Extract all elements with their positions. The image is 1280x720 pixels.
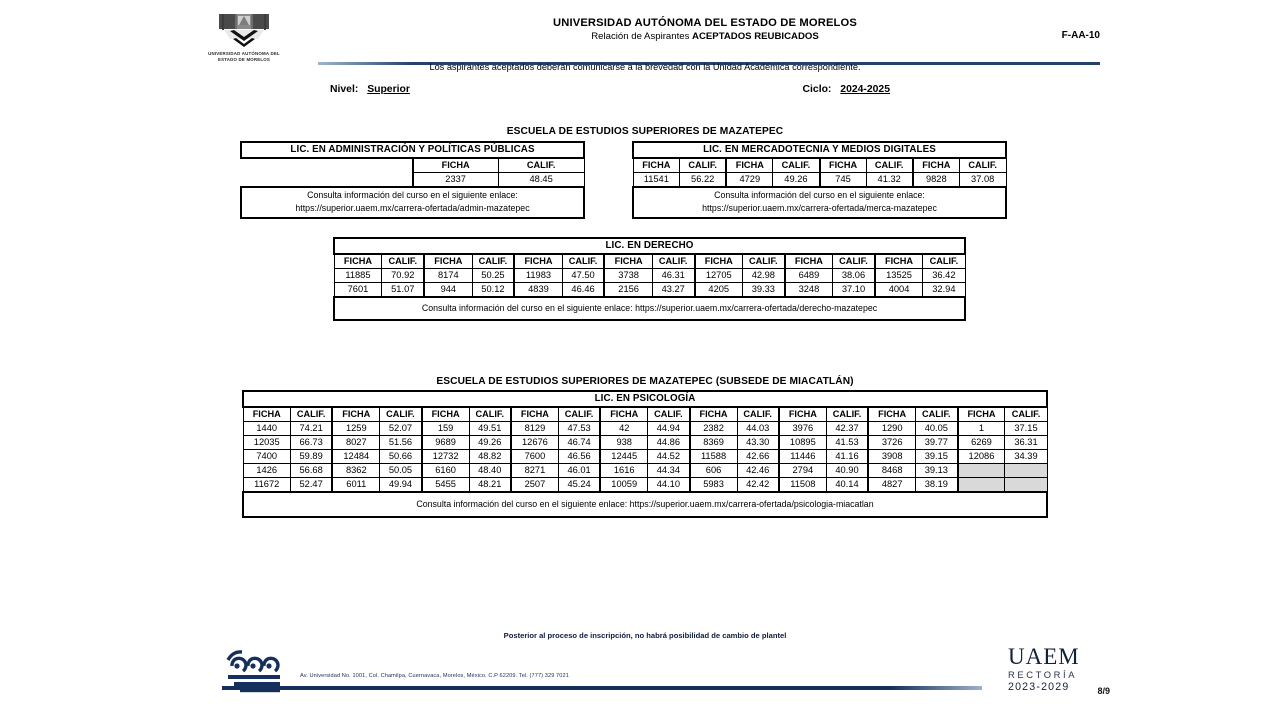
school-heading-mazatepec: ESCUELA DE ESTUDIOS SUPERIORES DE MAZATEPEC: [506, 126, 784, 137]
col-header-ficha: FICHA: [779, 407, 826, 422]
col-header-calif: CALIF.: [923, 254, 965, 269]
cell-calif: 50.05: [380, 464, 422, 478]
table-row: [243, 436, 1047, 450]
cell-ficha: 4827: [868, 478, 915, 493]
cell-calif: 42.37: [826, 422, 868, 436]
cell-calif: 44.34: [648, 464, 690, 478]
col-header-ficha: FICHA: [875, 254, 923, 269]
cell-calif: 66.73: [290, 436, 332, 450]
cell-ficha: 3976: [779, 422, 826, 436]
cell-calif: 46.46: [562, 283, 604, 298]
uaem-rectoria-mark: [1008, 645, 1098, 694]
cell-calif: 70.92: [382, 269, 424, 283]
cell-ficha: 944: [424, 283, 472, 298]
cell-calif: 45.24: [558, 478, 600, 493]
cell-ficha: 8129: [511, 422, 558, 436]
course-link[interactable]: [334, 297, 965, 320]
course-link-intro: Consulta información del curso en el siguiente enlace:: [421, 303, 636, 313]
col-header-calif: CALIF.: [382, 254, 424, 269]
course-link-url: https://superior.uaem.mx/carrera-ofertada/admin-mazatepec: [295, 203, 530, 213]
cell-calif: 46.31: [652, 269, 694, 283]
cell-calif: 42.46: [737, 464, 779, 478]
cell-calif: 42.98: [742, 269, 784, 283]
cell-calif: 41.16: [826, 450, 868, 464]
cell-ficha: 12086: [958, 450, 1005, 464]
cell-ficha: 1440: [243, 422, 290, 436]
header-titles: [310, 16, 1100, 44]
cell-ficha: 10059: [600, 478, 647, 493]
cell-calif: 36.31: [1005, 436, 1047, 450]
table-row: [243, 464, 1047, 478]
table-header-row: [241, 158, 584, 173]
program-name: LIC. EN ADMINISTRACIÓN Y POLÍTICAS PÚBLICAS: [241, 142, 584, 158]
cell-ficha: 2794: [779, 464, 826, 478]
nivel-value: Superior: [367, 84, 410, 95]
col-header-calif: CALIF.: [826, 407, 868, 422]
col-header-ficha: FICHA: [695, 254, 743, 269]
cell-calif: 51.07: [382, 283, 424, 298]
program-title-row: [243, 391, 1047, 407]
cell-ficha: 12484: [332, 450, 379, 464]
cell-ficha: 6269: [958, 436, 1005, 450]
cell-calif: 48.21: [469, 478, 511, 493]
cell-ficha: 3908: [868, 450, 915, 464]
course-link[interactable]: [243, 492, 1047, 517]
cell-calif: 48.45: [498, 173, 584, 188]
cell-ficha: 5455: [422, 478, 469, 493]
col-header-ficha: FICHA: [604, 254, 652, 269]
table-row: [243, 450, 1047, 464]
cell-calif: 51.56: [380, 436, 422, 450]
cell-ficha: 12445: [600, 450, 647, 464]
cell-calif: 43.30: [737, 436, 779, 450]
school-heading-miacatlan: ESCUELA DE ESTUDIOS SUPERIORES DE MAZATEPEC (SUBSEDE DE MIACATLÁN): [436, 376, 854, 387]
program-name: LIC. EN DERECHO: [334, 238, 965, 254]
cell-ficha: 1290: [868, 422, 915, 436]
table-row: [334, 283, 965, 298]
course-link-intro: Consulta información del curso en el siguiente enlace:: [307, 190, 518, 200]
col-header-ficha: FICHA: [424, 254, 472, 269]
footer-note: Posterior al proceso de inscripción, no habrá posibilidad de cambio de plantel: [503, 631, 787, 640]
cell-ficha: 6160: [422, 464, 469, 478]
cell-calif: 37.10: [833, 283, 875, 298]
col-header-ficha: FICHA: [334, 254, 382, 269]
page-number: 8/9: [1097, 686, 1110, 696]
col-header-calif: CALIF.: [680, 158, 727, 173]
document-header: [190, 12, 1100, 64]
table-row: [243, 422, 1047, 436]
cell-calif: 39.33: [742, 283, 784, 298]
col-header-ficha: FICHA: [726, 158, 773, 173]
col-header-ficha: FICHA: [868, 407, 915, 422]
nivel-label: Nivel:: [330, 84, 359, 95]
spacer-cell: [241, 158, 413, 173]
col-header-calif: CALIF.: [562, 254, 604, 269]
col-header-calif: CALIF.: [290, 407, 332, 422]
cell-ficha: 4729: [726, 173, 773, 188]
cell-ficha: 8027: [332, 436, 379, 450]
cell-calif: 50.12: [472, 283, 514, 298]
cell-ficha: 6489: [785, 269, 833, 283]
col-header-ficha: FICHA: [600, 407, 647, 422]
table-header-row: [633, 158, 1006, 173]
col-header-calif: CALIF.: [652, 254, 694, 269]
col-header-ficha: FICHA: [422, 407, 469, 422]
cell-ficha: 3726: [868, 436, 915, 450]
program-title-row: [241, 142, 584, 158]
cell-ficha: 8271: [511, 464, 558, 478]
table-row: [241, 173, 584, 188]
document-subtitle: [310, 31, 1100, 44]
course-link-row: [334, 297, 965, 320]
col-header-calif: CALIF.: [472, 254, 514, 269]
cell-ficha: 159: [422, 422, 469, 436]
cell-calif: 40.05: [916, 422, 958, 436]
course-link-row: [633, 187, 1006, 218]
university-name: UNIVERSIDAD AUTÓNOMA DEL ESTADO DE MORELOS: [552, 17, 858, 29]
program-table-derecho: [333, 237, 966, 321]
col-header-ficha: FICHA: [243, 407, 290, 422]
cell-ficha: 745: [820, 173, 867, 188]
cell-ficha: 2382: [690, 422, 737, 436]
course-link[interactable]: [633, 187, 1006, 218]
cell-ficha: 3738: [604, 269, 652, 283]
cell-calif: 50.66: [380, 450, 422, 464]
cell-calif: 44.94: [648, 422, 690, 436]
subtitle-prefix: Relación de Aspirantes: [591, 31, 693, 42]
table-row: [334, 269, 965, 283]
uaem-rectoria-label: RECTORÍA: [1008, 669, 1078, 680]
col-header-calif: CALIF.: [498, 158, 584, 173]
cell-calif: 40.90: [826, 464, 868, 478]
cell-empty: [958, 464, 1005, 478]
ciclo-field: [803, 84, 890, 95]
cell-ficha: 9689: [422, 436, 469, 450]
header-notice: Los aspirantes aceptados deberán comunicarse a la brevedad con la Unidad Académica correspondiente.: [429, 62, 861, 72]
col-header-calif: CALIF.: [742, 254, 784, 269]
col-header-calif: CALIF.: [469, 407, 511, 422]
cell-calif: 40.14: [826, 478, 868, 493]
col-header-ficha: FICHA: [690, 407, 737, 422]
cell-calif: 46.56: [558, 450, 600, 464]
program-title-row: [334, 238, 965, 254]
uaem-years: 2023-2029: [1008, 681, 1070, 693]
cell-ficha: 12705: [695, 269, 743, 283]
cell-ficha: 4205: [695, 283, 743, 298]
cell-ficha: 2337: [413, 173, 499, 188]
course-link-row: [243, 492, 1047, 517]
cell-ficha: 4839: [514, 283, 562, 298]
footer-address: Av. Universidad No. 1001, Col. Chamilpa, Cuernavaca, Morelos, México. C.P 62209. Tel. (777) 329 7021: [300, 673, 569, 679]
cell-ficha: 11541: [633, 173, 680, 188]
cell-ficha: 12035: [243, 436, 290, 450]
cell-calif: 47.53: [558, 422, 600, 436]
course-link-url: https://superior.uaem.mx/carrera-ofertada/psicologia-miacatlan: [629, 499, 874, 509]
course-link-intro: Consulta información del curso en el siguiente enlace:: [714, 190, 925, 200]
col-header-calif: CALIF.: [833, 254, 875, 269]
program-name: LIC. EN PSICOLOGÍA: [243, 391, 1047, 407]
cell-calif: 46.74: [558, 436, 600, 450]
nivel-field: [330, 84, 410, 95]
cell-calif: 49.26: [773, 173, 820, 188]
col-header-ficha: FICHA: [913, 158, 960, 173]
cell-calif: 41.32: [866, 173, 913, 188]
cell-ficha: 13525: [875, 269, 923, 283]
cell-ficha: 11672: [243, 478, 290, 493]
cell-calif: 39.15: [916, 450, 958, 464]
cell-ficha: 12676: [511, 436, 558, 450]
cell-ficha: 2507: [511, 478, 558, 493]
cell-calif: 32.94: [923, 283, 965, 298]
cell-ficha: 7601: [334, 283, 382, 298]
col-header-calif: CALIF.: [916, 407, 958, 422]
cell-calif: 42.66: [737, 450, 779, 464]
cell-calif: 38.19: [916, 478, 958, 493]
cell-calif: 56.68: [290, 464, 332, 478]
course-link-row: [241, 187, 584, 218]
cell-calif: 37.15: [1005, 422, 1047, 436]
col-header-ficha: FICHA: [820, 158, 867, 173]
cell-ficha: 7400: [243, 450, 290, 464]
footer-divider: [222, 686, 982, 690]
uaem-shield-logo: [190, 12, 298, 63]
cell-calif: 37.08: [959, 173, 1006, 188]
col-header-calif: CALIF.: [648, 407, 690, 422]
col-header-ficha: FICHA: [413, 158, 499, 173]
cell-ficha: 5983: [690, 478, 737, 493]
col-header-calif: CALIF.: [737, 407, 779, 422]
cell-ficha: 11446: [779, 450, 826, 464]
cell-calif: 47.50: [562, 269, 604, 283]
cell-calif: 44.52: [648, 450, 690, 464]
table-header-row: [243, 407, 1047, 422]
cell-calif: 48.82: [469, 450, 511, 464]
cell-calif: 52.47: [290, 478, 332, 493]
cell-calif: 49.94: [380, 478, 422, 493]
col-header-ficha: FICHA: [511, 407, 558, 422]
program-table-administracion: [240, 141, 585, 219]
cell-calif: 48.40: [469, 464, 511, 478]
form-code: F-AA-10: [1061, 30, 1100, 41]
course-link-intro: Consulta información del curso en el siguiente enlace:: [416, 499, 630, 509]
cell-ficha: 8468: [868, 464, 915, 478]
table-row: [633, 173, 1006, 188]
cell-ficha: 11508: [779, 478, 826, 493]
cell-calif: 36.42: [923, 269, 965, 283]
cell-ficha: 11983: [514, 269, 562, 283]
col-header-calif: CALIF.: [1005, 407, 1047, 422]
course-link-url: https://superior.uaem.mx/carrera-ofertada/derecho-mazatepec: [635, 303, 878, 313]
program-table-psicologia: [242, 390, 1048, 518]
cell-calif: 42.42: [737, 478, 779, 493]
col-header-calif: CALIF.: [773, 158, 820, 173]
cell-calif: 46.01: [558, 464, 600, 478]
cell-ficha: 3248: [785, 283, 833, 298]
cell-calif: 39.13: [916, 464, 958, 478]
col-header-calif: CALIF.: [380, 407, 422, 422]
shield-caption-line1: UNIVERSIDAD AUTÓNOMA DEL: [208, 51, 280, 56]
col-header-calif: CALIF.: [959, 158, 1006, 173]
cell-ficha: 1616: [600, 464, 647, 478]
cell-calif: 39.77: [916, 436, 958, 450]
cell-ficha: 938: [600, 436, 647, 450]
cell-calif: 44.10: [648, 478, 690, 493]
spacer-cell: [241, 173, 413, 188]
cell-calif: 43.27: [652, 283, 694, 298]
course-link[interactable]: [241, 187, 584, 218]
ciclo-label: Ciclo:: [802, 84, 832, 95]
col-header-ficha: FICHA: [633, 158, 680, 173]
cell-ficha: 606: [690, 464, 737, 478]
cell-empty: [958, 478, 1005, 493]
cell-calif: 49.26: [469, 436, 511, 450]
col-header-calif: CALIF.: [866, 158, 913, 173]
cell-ficha: 9828: [913, 173, 960, 188]
cell-calif: 59.89: [290, 450, 332, 464]
cell-ficha: 8362: [332, 464, 379, 478]
cell-ficha: 1426: [243, 464, 290, 478]
cell-calif: 44.86: [648, 436, 690, 450]
cell-calif: 41.53: [826, 436, 868, 450]
cell-ficha: 11885: [334, 269, 382, 283]
program-name: LIC. EN MERCADOTECNIA Y MEDIOS DIGITALES: [633, 142, 1006, 158]
cell-calif: 38.06: [833, 269, 875, 283]
shield-icon: [216, 12, 272, 50]
subtitle-strong: ACEPTADOS REUBICADOS: [692, 31, 819, 42]
cell-ficha: 12732: [422, 450, 469, 464]
cell-calif: 34.39: [1005, 450, 1047, 464]
cell-calif: 56.22: [680, 173, 727, 188]
table-header-row: [334, 254, 965, 269]
cell-ficha: 11588: [690, 450, 737, 464]
course-link-url: https://superior.uaem.mx/carrera-ofertada/merca-mazatepec: [702, 203, 937, 213]
cell-ficha: 8174: [424, 269, 472, 283]
cell-ficha: 1: [958, 422, 1005, 436]
shield-caption-line2: ESTADO DE MORELOS: [217, 56, 271, 62]
cell-empty: [1005, 464, 1047, 478]
cell-calif: 74.21: [290, 422, 332, 436]
cell-calif: 52.07: [380, 422, 422, 436]
ciclo-value: 2024-2025: [840, 84, 890, 95]
col-header-ficha: FICHA: [785, 254, 833, 269]
cell-ficha: 10895: [779, 436, 826, 450]
col-header-calif: CALIF.: [558, 407, 600, 422]
cell-calif: 50.25: [472, 269, 514, 283]
cell-ficha: 42: [600, 422, 647, 436]
table-row: [243, 478, 1047, 493]
cell-ficha: 1259: [332, 422, 379, 436]
cell-ficha: 8369: [690, 436, 737, 450]
col-header-ficha: FICHA: [332, 407, 379, 422]
program-table-mercadotecnia: [632, 141, 1007, 219]
program-title-row: [633, 142, 1006, 158]
cell-calif: 44.03: [737, 422, 779, 436]
col-header-ficha: FICHA: [958, 407, 1005, 422]
cell-ficha: 6011: [332, 478, 379, 493]
cell-ficha: 4004: [875, 283, 923, 298]
cell-ficha: 7600: [511, 450, 558, 464]
cell-ficha: 2156: [604, 283, 652, 298]
cell-empty: [1005, 478, 1047, 493]
uaem-wordmark: UAEM: [1008, 644, 1080, 669]
cell-calif: 49.51: [469, 422, 511, 436]
col-header-ficha: FICHA: [514, 254, 562, 269]
